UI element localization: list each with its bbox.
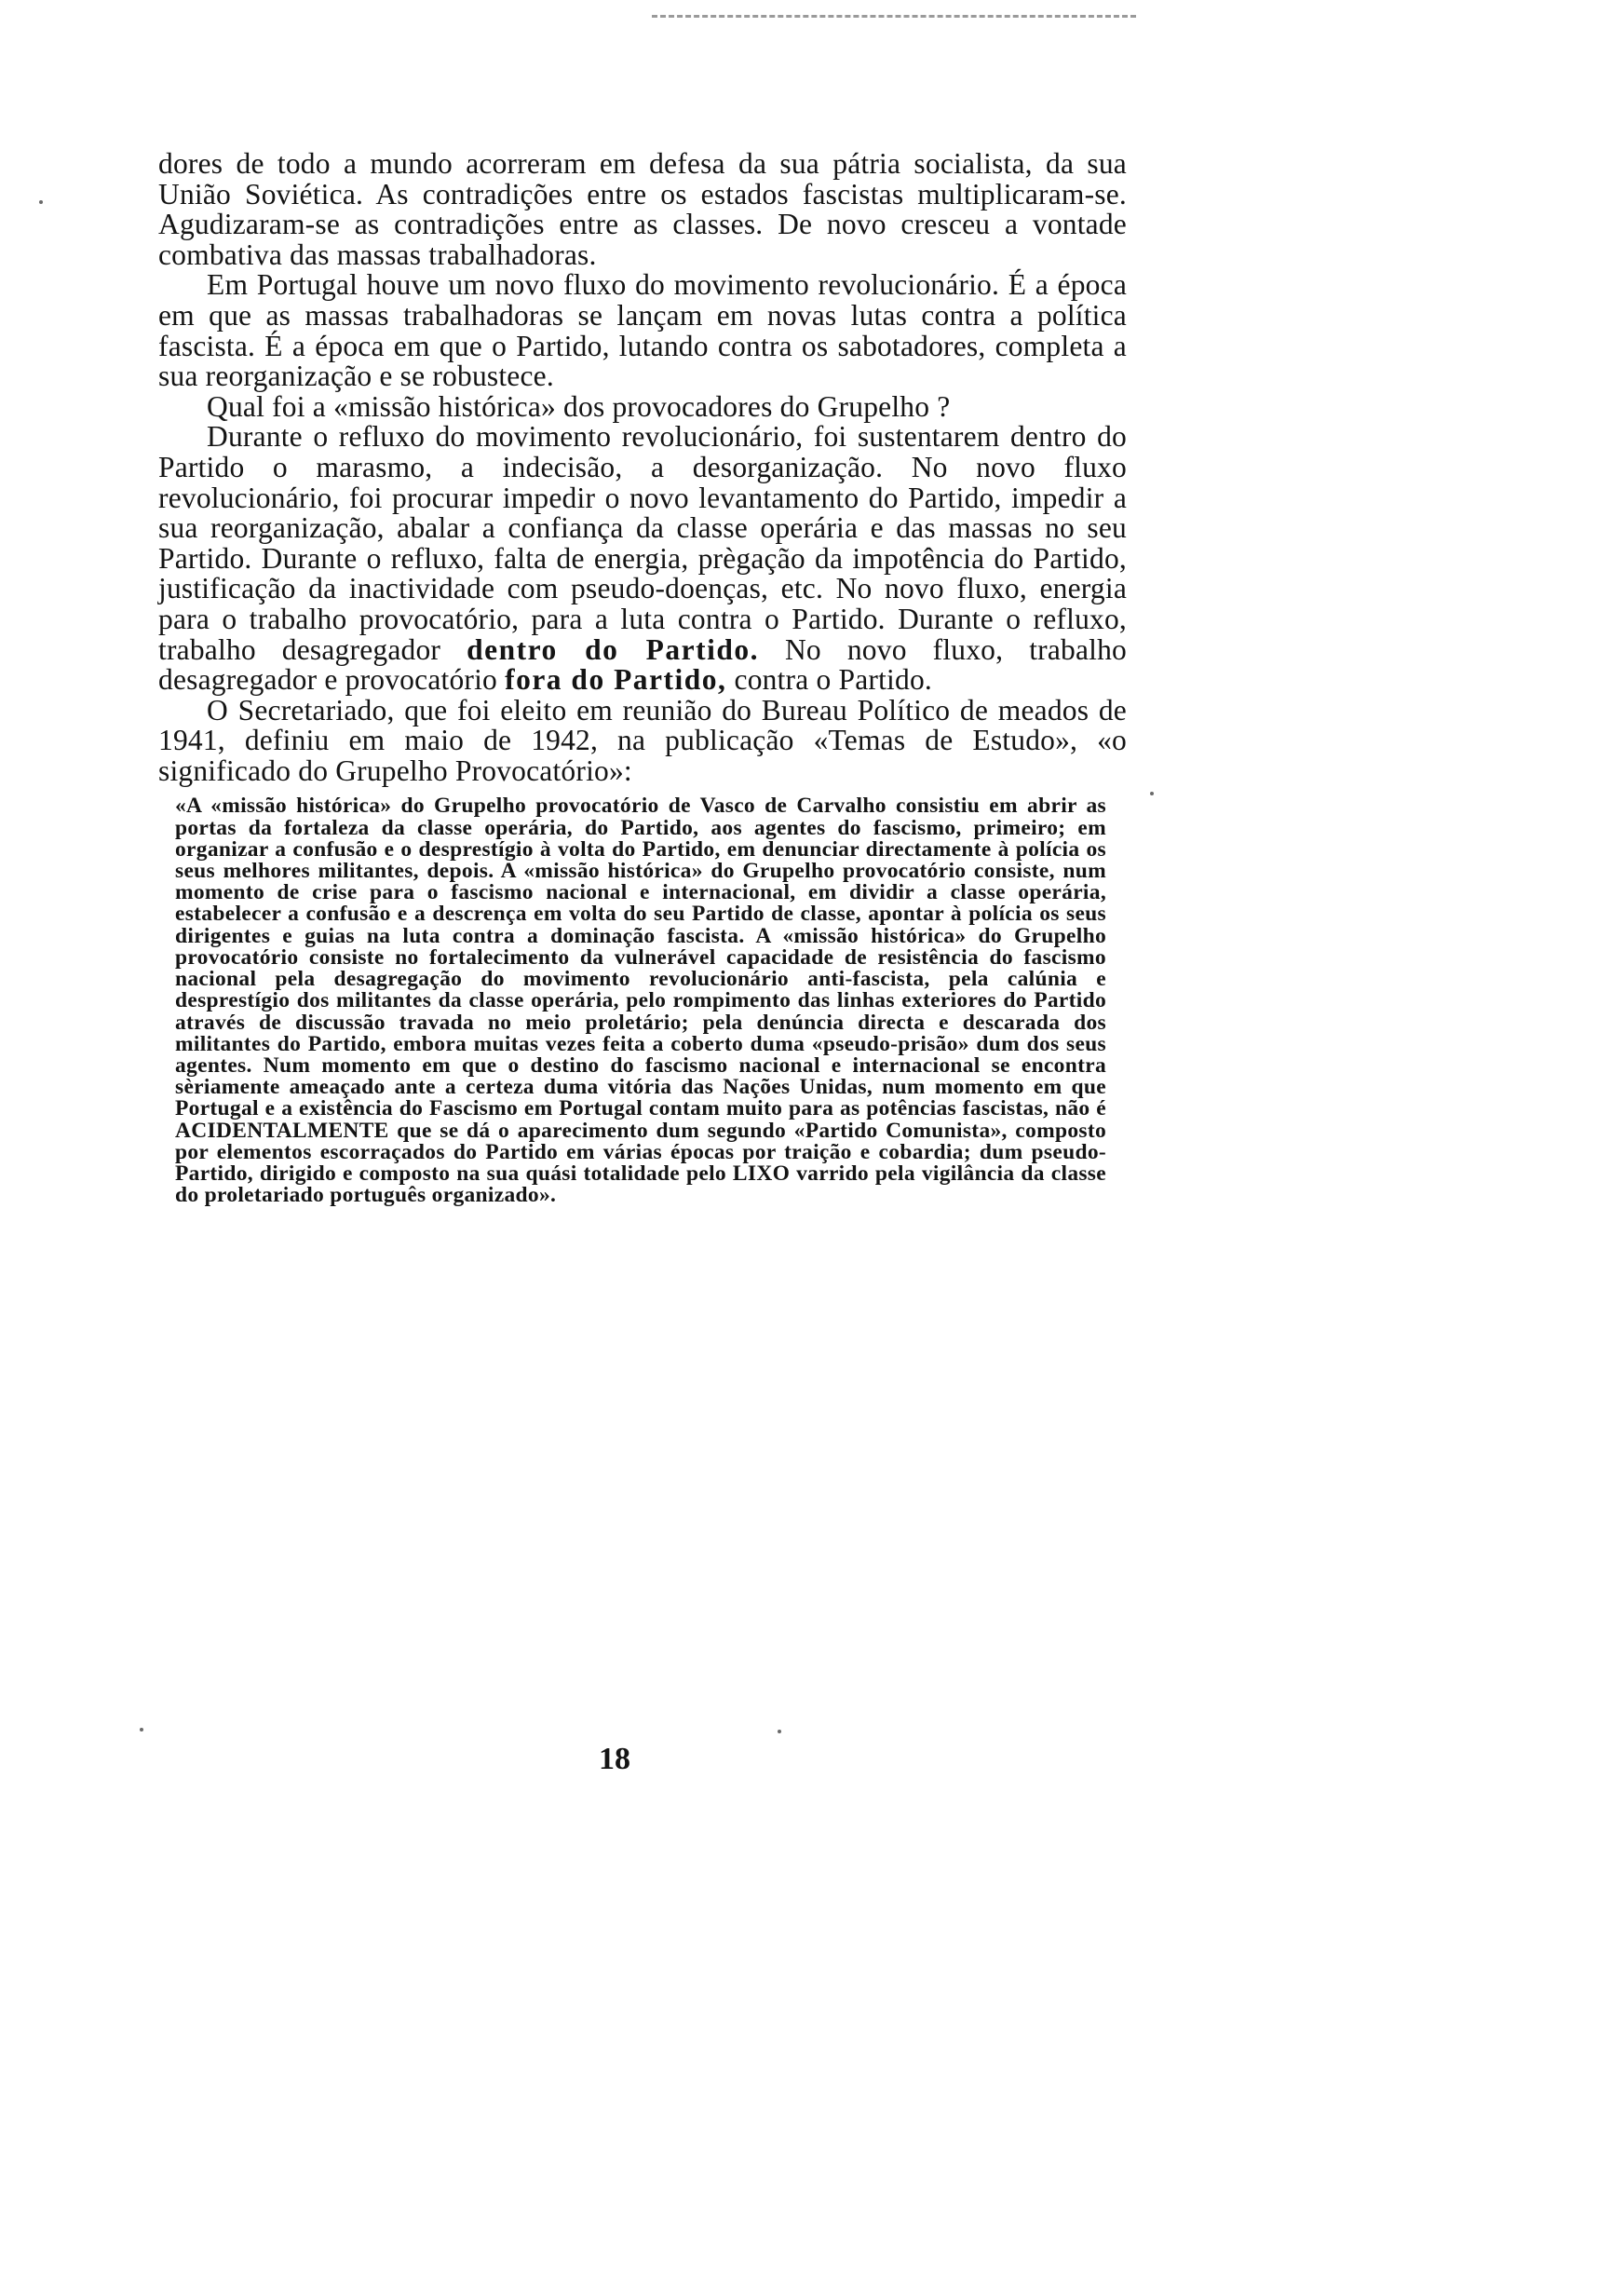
scan-speck xyxy=(140,1728,143,1731)
scan-speck xyxy=(778,1730,781,1733)
paragraph-4-mid: No novo fluxo, trabalho desagregador e provocatório xyxy=(158,632,1127,697)
body-text xyxy=(158,149,1127,1206)
emphasis-inside-party: dentro do Partido. xyxy=(467,632,759,666)
block-quote: «A «missão histórica» do Grupelho provocatório de Vasco de Carvalho consistiu em abrir as portas da fortaleza da classe operária, do Partido, aos agentes do fascismo, primeiro; em organizar a confusão e o desprestígio à volta do Partido, em denunciar directamente à polícia os seus melhores militantes, depois. A «missão histórica» do Grupelho provocatório consiste, num momento de crise para o fascismo nacional e internacional, em dividir a classe operária, estabelecer a confusão e a descrença em volta do seu Partido de classe, apontar à polícia os seus dirigentes e guias na luta contra a dominação fascista. A «missão histórica» do Grupelho provocatório consiste no fortalecimento da vulnerável capacidade de resistência do fascismo nacional pela desagregação do movimento revolucionário anti-fascista, pela calúnia e desprestígio dos militantes da classe operária, pelo rompimento das linhas exteriores do Partido através de discussão travada no meio proletário; pela denúncia directa e descarada dos militantes do Partido, embora muitas vezes feita a coberto duma «pseudo-prisão» dum dos seus agentes. Num momento em que o destino do fascismo nacional e internacional se encontra sèriamente ameaçado ante a certeza duma vitória das Nações Unidas, num momento em que Portugal e a existência do Fascismo em Portugal contam muito para as potências fascistas, não é ACIDENTALMENTE que se dá o aparecimento dum segundo «Partido Comunista», composto por elementos escorraçados do Partido em várias épocas por traição e cobardia; dum pseudo-Partido, dirigido e composto na sua quási totalidade pelo LIXO varrido pela vigilância da classe do proletariado português organizado». xyxy=(175,794,1106,1208)
paragraph-4-end: contra o Partido. xyxy=(726,663,932,697)
scan-edge-mark xyxy=(652,15,1136,18)
paragraph-5: O Secretariado, que foi eleito em reunião do Bureau Político de meados de 1941, definiu em maio de 1942, na publicação «Temas de Estudo», «o significado do Grupelho Provocatório»: xyxy=(158,693,1127,787)
paragraph-2: Em Portugal houve um novo fluxo do movimento revolucionário. É a época em que as massas trabalhadoras se lançam em novas lutas contra a política fascista. É a época em que o Partido, lutando contra os sabotadores, completa a sua reorganização e se robustece. xyxy=(158,268,1127,393)
paragraph-3: Qual foi a «missão histórica» dos provocadores do Grupelho ? xyxy=(207,389,951,423)
paragraph-4-text: Durante o refluxo do movimento revolucionário, foi sustentarem dentro do Partido o marasmo, a indecisão, a desorganização. No novo fluxo revolucionário, foi procurar impedir o novo levantamento do Partido, impedir a sua reorganização, abalar a confiança da classe operária e das massas no seu Partido. Durante o refluxo, falta de energia, prègação da impotência do Partido, justificação da inactividade com pseudo-doenças, etc. No novo fluxo, energia para o trabalho provocatório, para a luta contra o Partido. Durante o refluxo, trabalho desagregador xyxy=(158,420,1127,666)
emphasis-outside-party: fora do Partido, xyxy=(505,663,727,697)
scan-speck xyxy=(1150,792,1154,795)
page-number: 18 xyxy=(599,1742,630,1776)
paragraph-4 xyxy=(158,422,1127,695)
paragraph-1: dores de todo a mundo acorreram em defesa da sua pátria socialista, da sua União Soviética. As contradições entre os estados fascistas multiplicaram-se. Agudizaram-se as contradições entre as classes. De novo cresceu a vontade combativa das massas trabalhadoras. xyxy=(158,147,1127,271)
scan-speck xyxy=(39,200,43,204)
